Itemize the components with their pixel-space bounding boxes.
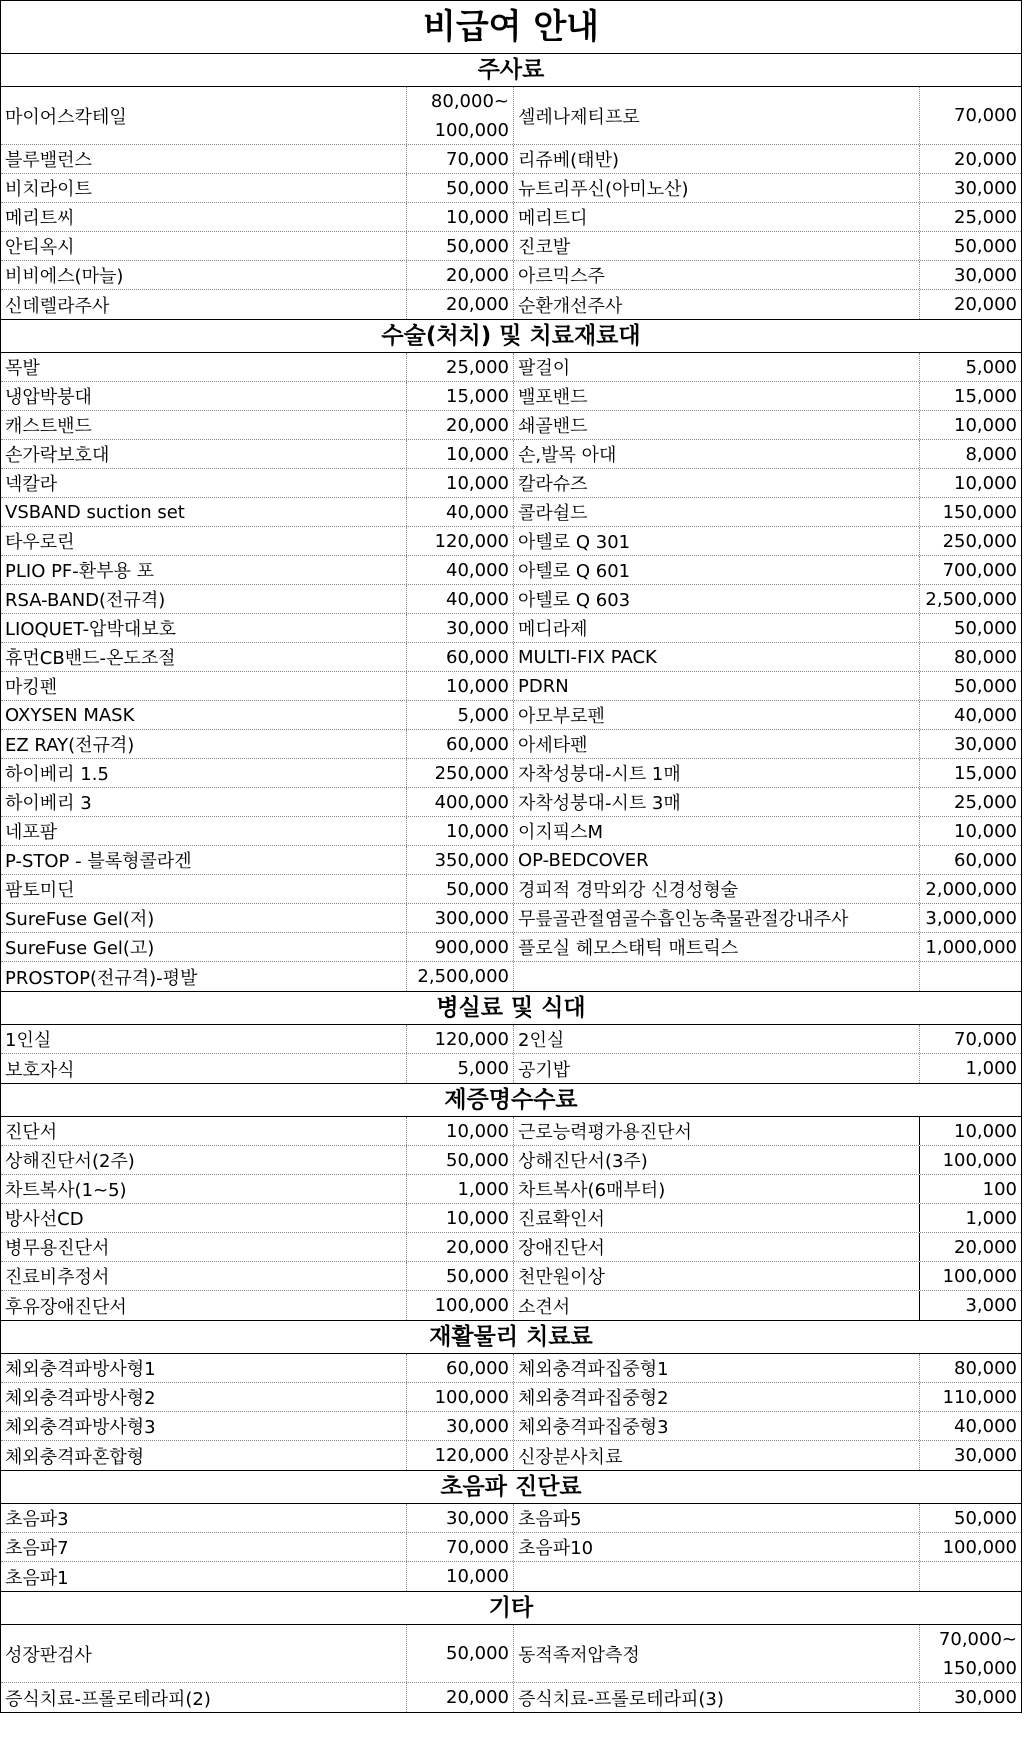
- item-price: 50,000: [407, 232, 514, 260]
- item-name: 아모부로펜: [514, 701, 920, 729]
- item-name: 차트복사(6매부터): [514, 1175, 920, 1203]
- item-name: 증식치료-프롤로테라피(3): [514, 1683, 920, 1712]
- item-price: 20,000: [407, 1233, 514, 1261]
- table-row: [1, 962, 1021, 991]
- item-price: 5,000: [407, 701, 514, 729]
- item-name: 체외충격파집중형1: [514, 1354, 920, 1382]
- item-name: 팔걸이: [514, 353, 920, 381]
- table-row: [1, 1054, 1021, 1083]
- item-price: 250,000: [942, 530, 1017, 552]
- table-row: [1, 1262, 1021, 1291]
- item-name: 진료비추정서: [1, 1262, 407, 1290]
- item-name: LIOQUET-압박대보호: [1, 614, 407, 642]
- item-name: 자착성붕대-시트 1매: [514, 759, 920, 787]
- item-name: 메디라제: [514, 614, 920, 642]
- item-name: 비치라이트: [1, 174, 407, 202]
- table-row: [1, 556, 1021, 585]
- table-row: [1, 527, 1021, 556]
- item-name: 체외충격파집중형3: [514, 1412, 920, 1440]
- item-name: 냉압박붕대: [1, 382, 407, 410]
- item-price: 40,000: [407, 585, 514, 613]
- section-ultrasound: [1, 1471, 1021, 1592]
- item-price: 100,000: [942, 1536, 1017, 1558]
- table-row: [1, 817, 1021, 846]
- page-title: 비급여 안내: [1, 1, 1021, 54]
- item-name: 아텔로 Q 601: [514, 556, 920, 584]
- table-row: [1, 643, 1021, 672]
- item-price: 60,000: [407, 1354, 514, 1382]
- table-row: [1, 261, 1021, 290]
- item-price: 50,000: [407, 1146, 514, 1174]
- item-name: 아텔로 Q 301: [514, 527, 920, 555]
- item-price: 10,000: [407, 1204, 514, 1232]
- item-price: 40,000: [407, 498, 514, 526]
- item-price: 70,000: [954, 1028, 1017, 1050]
- item-name: 자착성붕대-시트 3매: [514, 788, 920, 816]
- item-name: 신데렐라주사: [1, 290, 407, 319]
- item-name: 1인실: [1, 1025, 407, 1053]
- table-row: [1, 933, 1021, 962]
- item-price: 25,000: [954, 206, 1017, 228]
- item-price: 10,000: [407, 1117, 514, 1145]
- item-name: 콜라쉴드: [514, 498, 920, 526]
- item-name: 목발: [1, 353, 407, 381]
- section-heading: 재활물리 치료료: [1, 1321, 1021, 1354]
- item-name: 진코발: [514, 232, 920, 260]
- item-price: 400,000: [407, 788, 514, 816]
- item-name: 초음파7: [1, 1533, 407, 1561]
- item-name: 아세타펜: [514, 730, 920, 758]
- item-price: 3,000,000: [925, 907, 1017, 929]
- item-price: 2,500,000: [407, 962, 514, 991]
- item-name: 상해진단서(3주): [514, 1146, 920, 1174]
- section-rehab: [1, 1321, 1021, 1471]
- item-price: 50,000: [407, 1625, 514, 1682]
- section-heading: 주사료: [1, 54, 1021, 87]
- item-price: 50,000: [954, 235, 1017, 257]
- item-price: 10,000: [954, 472, 1017, 494]
- item-name: 타우로린: [1, 527, 407, 555]
- item-name: 뉴트리푸신(아미노산): [514, 174, 920, 202]
- item-name: 블루밸런스: [1, 145, 407, 173]
- table-row: [1, 1683, 1021, 1712]
- item-price: 10,000: [407, 203, 514, 231]
- item-name: 리쥬베(태반): [514, 145, 920, 173]
- item-price: 120,000: [407, 1025, 514, 1053]
- item-name: 초음파10: [514, 1533, 920, 1561]
- item-price: 20,000: [954, 294, 1017, 315]
- item-price: 100,000: [407, 1383, 514, 1411]
- item-price: 10,000: [954, 820, 1017, 842]
- item-price: 80,000~ 100,000: [407, 87, 514, 144]
- item-price: 5,000: [407, 1054, 514, 1083]
- item-name: OP-BEDCOVER: [514, 846, 920, 874]
- table-row: [1, 730, 1021, 759]
- item-price: 2,000,000: [925, 878, 1017, 900]
- item-price: 10,000: [407, 672, 514, 700]
- item-price: 50,000: [954, 1507, 1017, 1529]
- item-price: 100,000: [407, 1291, 514, 1320]
- table-row: [1, 1533, 1021, 1562]
- item-price: 1,000: [407, 1175, 514, 1203]
- section-cert: [1, 1084, 1021, 1321]
- item-price: 80,000: [954, 1357, 1017, 1379]
- item-name: 넥칼라: [1, 469, 407, 497]
- table-row: [1, 672, 1021, 701]
- item-price: 10,000: [954, 1120, 1017, 1142]
- item-name: 체외충격파집중형2: [514, 1383, 920, 1411]
- item-price: 25,000: [407, 353, 514, 381]
- item-price: 10,000: [407, 469, 514, 497]
- item-name: 순환개선주사: [514, 290, 920, 319]
- item-name: 캐스트밴드: [1, 411, 407, 439]
- table-row: [1, 411, 1021, 440]
- item-price: 50,000: [954, 675, 1017, 697]
- section-heading: 초음파 진단료: [1, 1471, 1021, 1504]
- table-row: [1, 1625, 1021, 1683]
- item-name: 비비에스(마늘): [1, 261, 407, 289]
- item-price: 30,000: [954, 1445, 1017, 1466]
- item-price: 300,000: [407, 904, 514, 932]
- table-row: [1, 1441, 1021, 1470]
- item-name: 천만원이상: [514, 1262, 920, 1290]
- item-name: 밸포밴드: [514, 382, 920, 410]
- table-row: [1, 585, 1021, 614]
- item-name: 손,발목 아대: [514, 440, 920, 468]
- table-row: [1, 232, 1021, 261]
- item-price: 30,000: [954, 1687, 1017, 1708]
- item-price: 10,000: [407, 817, 514, 845]
- table-row: [1, 1204, 1021, 1233]
- item-price: 250,000: [407, 759, 514, 787]
- table-row: [1, 1025, 1021, 1054]
- item-name: 체외충격파방사형3: [1, 1412, 407, 1440]
- item-name: 네포팜: [1, 817, 407, 845]
- item-name: 후유장애진단서: [1, 1291, 407, 1320]
- table-row: [1, 846, 1021, 875]
- item-name: 2인실: [514, 1025, 920, 1053]
- item-name: 초음파1: [1, 1562, 407, 1591]
- item-name: 신장분사치료: [514, 1441, 920, 1470]
- item-name: 진단서: [1, 1117, 407, 1145]
- table-row: [1, 174, 1021, 203]
- item-price: 120,000: [407, 527, 514, 555]
- item-name: 아르믹스주: [514, 261, 920, 289]
- item-price: 40,000: [407, 556, 514, 584]
- table-row: [1, 469, 1021, 498]
- item-price: 100: [982, 1178, 1017, 1200]
- item-name: 초음파3: [1, 1504, 407, 1532]
- item-name: 안티옥시: [1, 232, 407, 260]
- item-price: 20,000: [954, 148, 1017, 170]
- item-name: 근로능력평가용진단서: [514, 1117, 920, 1145]
- item-name: 증식치료-프롤로테라피(2): [1, 1683, 407, 1712]
- item-price: 20,000: [407, 261, 514, 289]
- item-price: 10,000: [954, 414, 1017, 436]
- item-price: 15,000: [407, 382, 514, 410]
- item-name: 휴먼CB밴드-온도조절: [1, 643, 407, 671]
- item-price: 20,000: [407, 1683, 514, 1712]
- item-name: 하이베리 3: [1, 788, 407, 816]
- item-price: 60,000: [954, 849, 1017, 871]
- table-row: [1, 440, 1021, 469]
- section-heading: 수술(처치) 및 치료재료대: [1, 320, 1021, 353]
- item-name: [514, 1562, 920, 1591]
- item-price: 70,000: [407, 145, 514, 173]
- section-injection: [1, 54, 1021, 320]
- table-row: [1, 1383, 1021, 1412]
- item-name: SureFuse Gel(저): [1, 904, 407, 932]
- item-name: 경피적 경막외강 신경성형술: [514, 875, 920, 903]
- item-name: 초음파5: [514, 1504, 920, 1532]
- item-name: OXYSEN MASK: [1, 701, 407, 729]
- table-row: [1, 1233, 1021, 1262]
- item-price: 30,000: [954, 177, 1017, 199]
- item-name: VSBAND suction set: [1, 498, 407, 526]
- item-name: 메리트디: [514, 203, 920, 231]
- item-price: [920, 962, 1021, 991]
- item-price: 1,000,000: [925, 936, 1017, 958]
- item-name: 체외충격파방사형2: [1, 1383, 407, 1411]
- item-name: 메리트씨: [1, 203, 407, 231]
- item-price: 20,000: [407, 290, 514, 319]
- item-price: 700,000: [942, 559, 1017, 581]
- table-row: [1, 203, 1021, 232]
- item-price: 15,000: [954, 385, 1017, 407]
- item-price: 10,000: [407, 440, 514, 468]
- item-price: 1,000: [965, 1207, 1017, 1229]
- table-row: [1, 1291, 1021, 1320]
- item-name: 무릎골관절염골수흡인농축물관절강내주사: [514, 904, 920, 932]
- item-name: 동적족저압측정: [514, 1625, 920, 1682]
- item-price: 30,000: [954, 733, 1017, 755]
- item-price: 350,000: [407, 846, 514, 874]
- item-price: 5,000: [965, 356, 1017, 378]
- table-row: [1, 904, 1021, 933]
- item-name: 공기밥: [514, 1054, 920, 1083]
- item-price: 80,000: [954, 646, 1017, 668]
- item-price: 70,000~ 150,000: [938, 1628, 1017, 1679]
- item-name: 팜토미딘: [1, 875, 407, 903]
- item-name: 손가락보호대: [1, 440, 407, 468]
- item-price: [920, 1562, 1021, 1591]
- item-price: 70,000: [954, 105, 1017, 126]
- item-name: PLIO PF-환부용 포: [1, 556, 407, 584]
- section-heading: 병실료 및 식대: [1, 992, 1021, 1025]
- item-price: 2,500,000: [925, 588, 1017, 610]
- section-heading: 제증명수수료: [1, 1084, 1021, 1117]
- item-name: 마킹펜: [1, 672, 407, 700]
- item-name: 이지픽스M: [514, 817, 920, 845]
- section-surgery: [1, 320, 1021, 992]
- item-price: 60,000: [407, 643, 514, 671]
- item-price: 50,000: [407, 875, 514, 903]
- table-row: [1, 1504, 1021, 1533]
- item-name: SureFuse Gel(고): [1, 933, 407, 961]
- item-price: 30,000: [954, 264, 1017, 286]
- table-row: [1, 1117, 1021, 1146]
- item-name: 하이베리 1.5: [1, 759, 407, 787]
- item-name: 보호자식: [1, 1054, 407, 1083]
- item-price: 100,000: [942, 1265, 1017, 1287]
- table-row: [1, 1146, 1021, 1175]
- item-name: 체외충격파방사형1: [1, 1354, 407, 1382]
- section-etc: [1, 1592, 1021, 1713]
- table-row: [1, 875, 1021, 904]
- item-name: 진료확인서: [514, 1204, 920, 1232]
- sections-container: [1, 54, 1021, 1713]
- item-price: 100,000: [942, 1149, 1017, 1171]
- item-name: 마이어스칵테일: [1, 87, 407, 144]
- item-name: 플로실 헤모스태틱 매트릭스: [514, 933, 920, 961]
- item-name: 장애진단서: [514, 1233, 920, 1261]
- table-row: [1, 498, 1021, 527]
- item-name: 방사선CD: [1, 1204, 407, 1232]
- item-name: 칼라슈즈: [514, 469, 920, 497]
- item-name: PDRN: [514, 672, 920, 700]
- item-price: 20,000: [954, 1236, 1017, 1258]
- item-name: 체외충격파혼합형: [1, 1441, 407, 1470]
- item-price: 20,000: [407, 411, 514, 439]
- table-row: [1, 382, 1021, 411]
- item-price: 1,000: [965, 1058, 1017, 1079]
- item-price: 30,000: [407, 614, 514, 642]
- item-price: 70,000: [407, 1533, 514, 1561]
- table-row: [1, 1562, 1021, 1591]
- item-name: 차트복사(1~5): [1, 1175, 407, 1203]
- table-row: [1, 87, 1021, 145]
- item-name: EZ RAY(전규격): [1, 730, 407, 758]
- table-row: [1, 145, 1021, 174]
- item-price: 8,000: [965, 443, 1017, 465]
- table-row: [1, 701, 1021, 730]
- item-price: 40,000: [954, 704, 1017, 726]
- item-price: 3,000: [965, 1295, 1017, 1316]
- section-heading: 기타: [1, 1592, 1021, 1625]
- item-name: P-STOP - 블록형콜라겐: [1, 846, 407, 874]
- item-name: 아텔로 Q 603: [514, 585, 920, 613]
- table-row: [1, 759, 1021, 788]
- item-name: 쇄골밴드: [514, 411, 920, 439]
- item-name: 셀레나제티프로: [514, 87, 920, 144]
- item-price: 60,000: [407, 730, 514, 758]
- item-price: 120,000: [407, 1441, 514, 1470]
- item-price: 50,000: [407, 1262, 514, 1290]
- table-row: [1, 353, 1021, 382]
- item-price: 40,000: [954, 1415, 1017, 1437]
- item-name: MULTI-FIX PACK: [514, 643, 920, 671]
- section-room: [1, 992, 1021, 1084]
- item-name: 성장판검사: [1, 1625, 407, 1682]
- item-price: 50,000: [407, 174, 514, 202]
- table-row: [1, 1412, 1021, 1441]
- item-price: 150,000: [942, 501, 1017, 523]
- table-row: [1, 1175, 1021, 1204]
- item-price: 10,000: [407, 1562, 514, 1591]
- item-price: 50,000: [954, 617, 1017, 639]
- item-price: 15,000: [954, 762, 1017, 784]
- item-name: [514, 962, 920, 991]
- item-price: 900,000: [407, 933, 514, 961]
- table-row: [1, 290, 1021, 319]
- item-name: RSA-BAND(전규격): [1, 585, 407, 613]
- table-row: [1, 1354, 1021, 1383]
- item-price: 30,000: [407, 1504, 514, 1532]
- item-name: 상해진단서(2주): [1, 1146, 407, 1174]
- table-row: [1, 788, 1021, 817]
- item-price: 110,000: [942, 1386, 1017, 1408]
- item-price: 25,000: [954, 791, 1017, 813]
- item-name: 소견서: [514, 1291, 920, 1320]
- item-name: 병무용진단서: [1, 1233, 407, 1261]
- item-price: 30,000: [407, 1412, 514, 1440]
- item-name: PROSTOP(전규격)-평발: [1, 962, 407, 991]
- table-row: [1, 614, 1021, 643]
